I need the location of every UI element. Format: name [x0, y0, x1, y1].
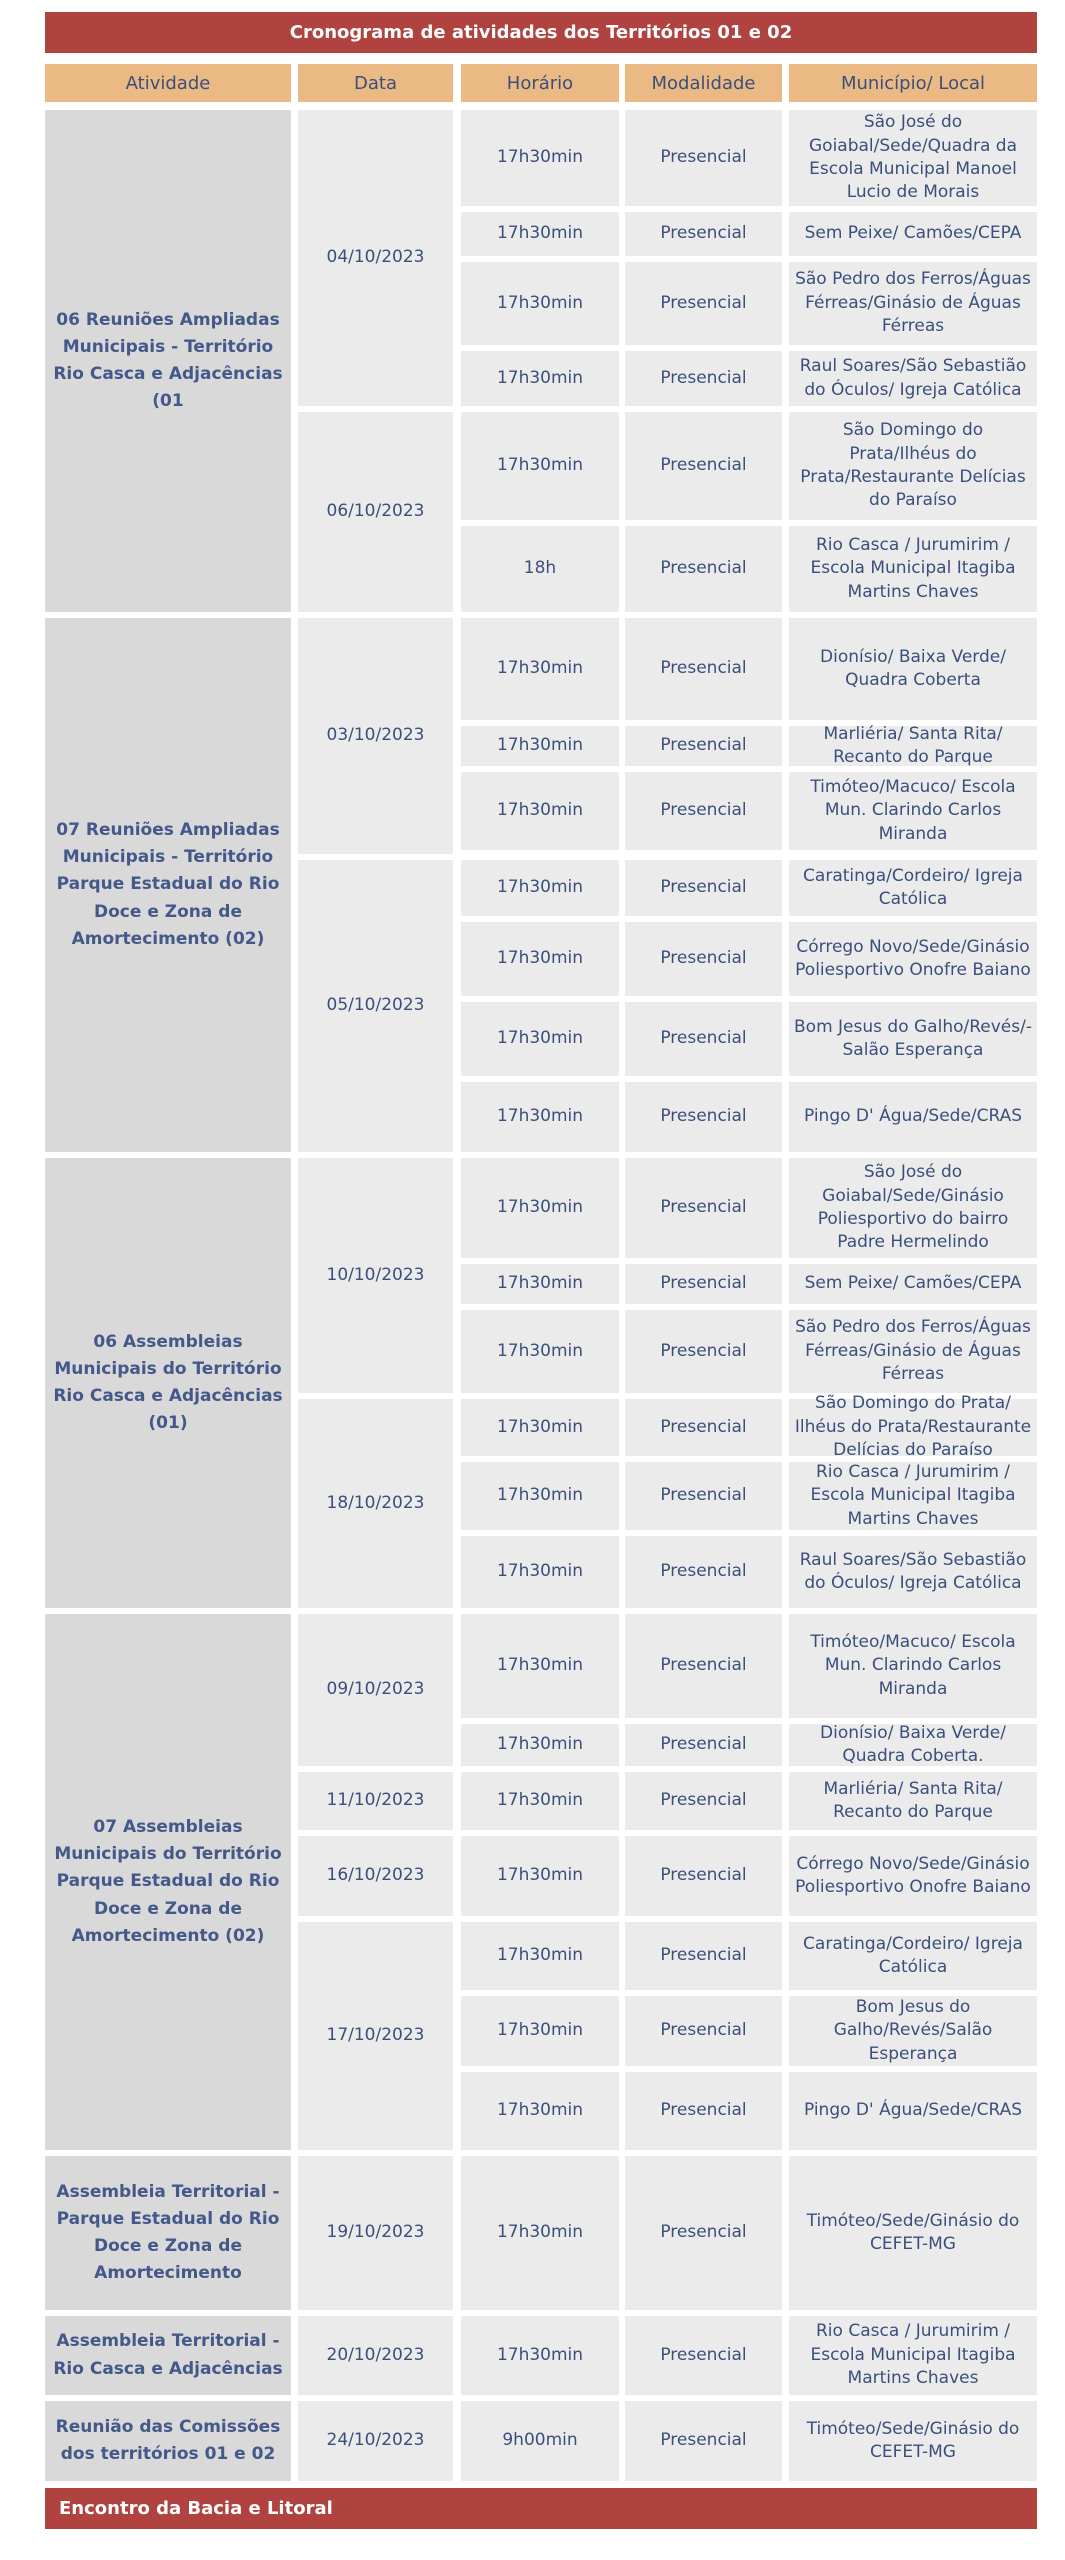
location-cell: Caratinga/Cordeiro/ Igreja Católica: [789, 860, 1037, 916]
time-cell: 17h30min: [461, 1614, 619, 1718]
location-cell: Raul Soares/São Sebastião do Óculos/ Igreja Católica: [789, 1536, 1037, 1608]
location-cell: São Pedro dos Ferros/Águas Férreas/Ginásio de Águas Férreas: [789, 1310, 1037, 1393]
mode-cell: Presencial: [625, 351, 782, 406]
header-local: Município/ Local: [789, 64, 1037, 102]
location-cell: São José do Goiabal/Sede/Quadra da Escola Municipal Manoel Lucio de Morais: [789, 110, 1037, 206]
mode-cell: Presencial: [625, 726, 782, 766]
date-cell: 24/10/2023: [298, 2401, 453, 2481]
date-cell: 19/10/2023: [298, 2156, 453, 2310]
date-cell: 11/10/2023: [298, 1772, 453, 1830]
activity-cell: 06 Assembleias Municipais do Território Rio Casca e Adjacências (01): [45, 1158, 291, 1608]
time-cell: 17h30min: [461, 1922, 619, 1990]
activity-cell: Assembleia Territorial - Rio Casca e Adjacências: [45, 2316, 291, 2395]
mode-cell: Presencial: [625, 1399, 782, 1456]
mode-cell: Presencial: [625, 1922, 782, 1990]
mode-cell: Presencial: [625, 2401, 782, 2481]
activity-cell: 07 Assembleias Municipais do Território Parque Estadual do Rio Doce e Zona de Amortecimento (02): [45, 1614, 291, 2150]
time-cell: 17h30min: [461, 1462, 619, 1530]
time-cell: 17h30min: [461, 412, 619, 520]
location-cell: Sem Peixe/ Camões/CEPA: [789, 1264, 1037, 1304]
activity-cell: 07 Reuniões Ampliadas Municipais - Território Parque Estadual do Rio Doce e Zona de Amortecimento (02): [45, 618, 291, 1152]
mode-cell: Presencial: [625, 1724, 782, 1766]
location-cell: São José do Goiabal/Sede/Ginásio Poliesportivo do bairro Padre Hermelindo: [789, 1158, 1037, 1258]
time-cell: 17h30min: [461, 726, 619, 766]
mode-cell: Presencial: [625, 1082, 782, 1152]
location-cell: Bom Jesus do Galho/Revés/-Salão Esperança: [789, 1002, 1037, 1076]
table-title: Cronograma de atividades dos Territórios 01 e 02: [45, 12, 1037, 53]
location-cell: Dionísio/ Baixa Verde/ Quadra Coberta: [789, 618, 1037, 720]
location-cell: Rio Casca / Jurumirim / Escola Municipal Itagiba Martins Chaves: [789, 2316, 1037, 2395]
location-cell: Sem Peixe/ Camões/CEPA: [789, 212, 1037, 256]
header-horario: Horário: [461, 64, 619, 102]
mode-cell: Presencial: [625, 1536, 782, 1608]
mode-cell: Presencial: [625, 110, 782, 206]
activity-cell: Assembleia Territorial - Parque Estadual do Rio Doce e Zona de Amortecimento: [45, 2156, 291, 2310]
time-cell: 17h30min: [461, 351, 619, 406]
mode-cell: Presencial: [625, 412, 782, 520]
location-cell: Timóteo/Sede/Ginásio do CEFET-MG: [789, 2156, 1037, 2310]
time-cell: 17h30min: [461, 2156, 619, 2310]
header-atividade: Atividade: [45, 64, 291, 102]
mode-cell: Presencial: [625, 1772, 782, 1830]
time-cell: 17h30min: [461, 1264, 619, 1304]
location-cell: São Domingo do Prata/ Ilhéus do Prata/Restaurante Delícias do Paraíso: [789, 1399, 1037, 1456]
location-cell: Timóteo/Sede/Ginásio do CEFET-MG: [789, 2401, 1037, 2481]
footer-banner: Encontro da Bacia e Litoral: [45, 2488, 1037, 2529]
mode-cell: Presencial: [625, 1264, 782, 1304]
mode-cell: Presencial: [625, 262, 782, 345]
time-cell: 17h30min: [461, 618, 619, 720]
mode-cell: Presencial: [625, 2156, 782, 2310]
time-cell: 18h: [461, 526, 619, 612]
mode-cell: Presencial: [625, 1310, 782, 1393]
time-cell: 17h30min: [461, 2072, 619, 2150]
location-cell: Córrego Novo/Sede/Ginásio Poliesportivo Onofre Baiano: [789, 1836, 1037, 1916]
time-cell: 17h30min: [461, 212, 619, 256]
date-cell: 06/10/2023: [298, 412, 453, 612]
mode-cell: Presencial: [625, 212, 782, 256]
time-cell: 17h30min: [461, 1724, 619, 1766]
mode-cell: Presencial: [625, 860, 782, 916]
location-cell: Raul Soares/São Sebastião do Óculos/ Igreja Católica: [789, 351, 1037, 406]
mode-cell: Presencial: [625, 922, 782, 996]
location-cell: Pingo D' Água/Sede/CRAS: [789, 1082, 1037, 1152]
mode-cell: Presencial: [625, 618, 782, 720]
time-cell: 17h30min: [461, 1002, 619, 1076]
time-cell: 17h30min: [461, 262, 619, 345]
time-cell: 17h30min: [461, 1772, 619, 1830]
location-cell: Bom Jesus do Galho/Revés/Salão Esperança: [789, 1996, 1037, 2066]
header-data: Data: [298, 64, 453, 102]
time-cell: 17h30min: [461, 110, 619, 206]
time-cell: 17h30min: [461, 772, 619, 850]
time-cell: 17h30min: [461, 1836, 619, 1916]
time-cell: 17h30min: [461, 922, 619, 996]
location-cell: São Pedro dos Ferros/Águas Férreas/Ginásio de Águas Férreas: [789, 262, 1037, 345]
time-cell: 17h30min: [461, 1158, 619, 1258]
date-cell: 10/10/2023: [298, 1158, 453, 1393]
location-cell: Rio Casca / Jurumirim / Escola Municipal Itagiba Martins Chaves: [789, 526, 1037, 612]
mode-cell: Presencial: [625, 1158, 782, 1258]
time-cell: 17h30min: [461, 1996, 619, 2066]
location-cell: Córrego Novo/Sede/Ginásio Poliesportivo Onofre Baiano: [789, 922, 1037, 996]
date-cell: 20/10/2023: [298, 2316, 453, 2395]
mode-cell: Presencial: [625, 526, 782, 612]
location-cell: Pingo D' Água/Sede/CRAS: [789, 2072, 1037, 2150]
location-cell: Caratinga/Cordeiro/ Igreja Católica: [789, 1922, 1037, 1990]
location-cell: Timóteo/Macuco/ Escola Mun. Clarindo Carlos Miranda: [789, 772, 1037, 850]
mode-cell: Presencial: [625, 1614, 782, 1718]
location-cell: Marliéria/ Santa Rita/ Recanto do Parque: [789, 1772, 1037, 1830]
time-cell: 17h30min: [461, 2316, 619, 2395]
date-cell: 09/10/2023: [298, 1614, 453, 1766]
time-cell: 9h00min: [461, 2401, 619, 2481]
time-cell: 17h30min: [461, 1082, 619, 1152]
mode-cell: Presencial: [625, 772, 782, 850]
mode-cell: Presencial: [625, 2072, 782, 2150]
mode-cell: Presencial: [625, 1002, 782, 1076]
activity-cell: 06 Reuniões Ampliadas Municipais - Território Rio Casca e Adjacências (01: [45, 110, 291, 612]
time-cell: 17h30min: [461, 860, 619, 916]
header-modalidade: Modalidade: [625, 64, 782, 102]
time-cell: 17h30min: [461, 1310, 619, 1393]
mode-cell: Presencial: [625, 1996, 782, 2066]
date-cell: 05/10/2023: [298, 860, 453, 1152]
mode-cell: Presencial: [625, 1836, 782, 1916]
mode-cell: Presencial: [625, 2316, 782, 2395]
date-cell: 03/10/2023: [298, 618, 453, 854]
location-cell: Timóteo/Macuco/ Escola Mun. Clarindo Carlos Miranda: [789, 1614, 1037, 1718]
location-cell: Rio Casca / Jurumirim / Escola Municipal Itagiba Martins Chaves: [789, 1462, 1037, 1530]
location-cell: São Domingo do Prata/Ilhéus do Prata/Restaurante Delícias do Paraíso: [789, 412, 1037, 520]
date-cell: 16/10/2023: [298, 1836, 453, 1916]
date-cell: 17/10/2023: [298, 1922, 453, 2150]
date-cell: 18/10/2023: [298, 1399, 453, 1608]
mode-cell: Presencial: [625, 1462, 782, 1530]
date-cell: 04/10/2023: [298, 110, 453, 406]
location-cell: Marliéria/ Santa Rita/ Recanto do Parque: [789, 726, 1037, 766]
activity-cell: Reunião das Comissões dos territórios 01 e 02: [45, 2401, 291, 2481]
time-cell: 17h30min: [461, 1399, 619, 1456]
location-cell: Dionísio/ Baixa Verde/ Quadra Coberta.: [789, 1724, 1037, 1766]
time-cell: 17h30min: [461, 1536, 619, 1608]
